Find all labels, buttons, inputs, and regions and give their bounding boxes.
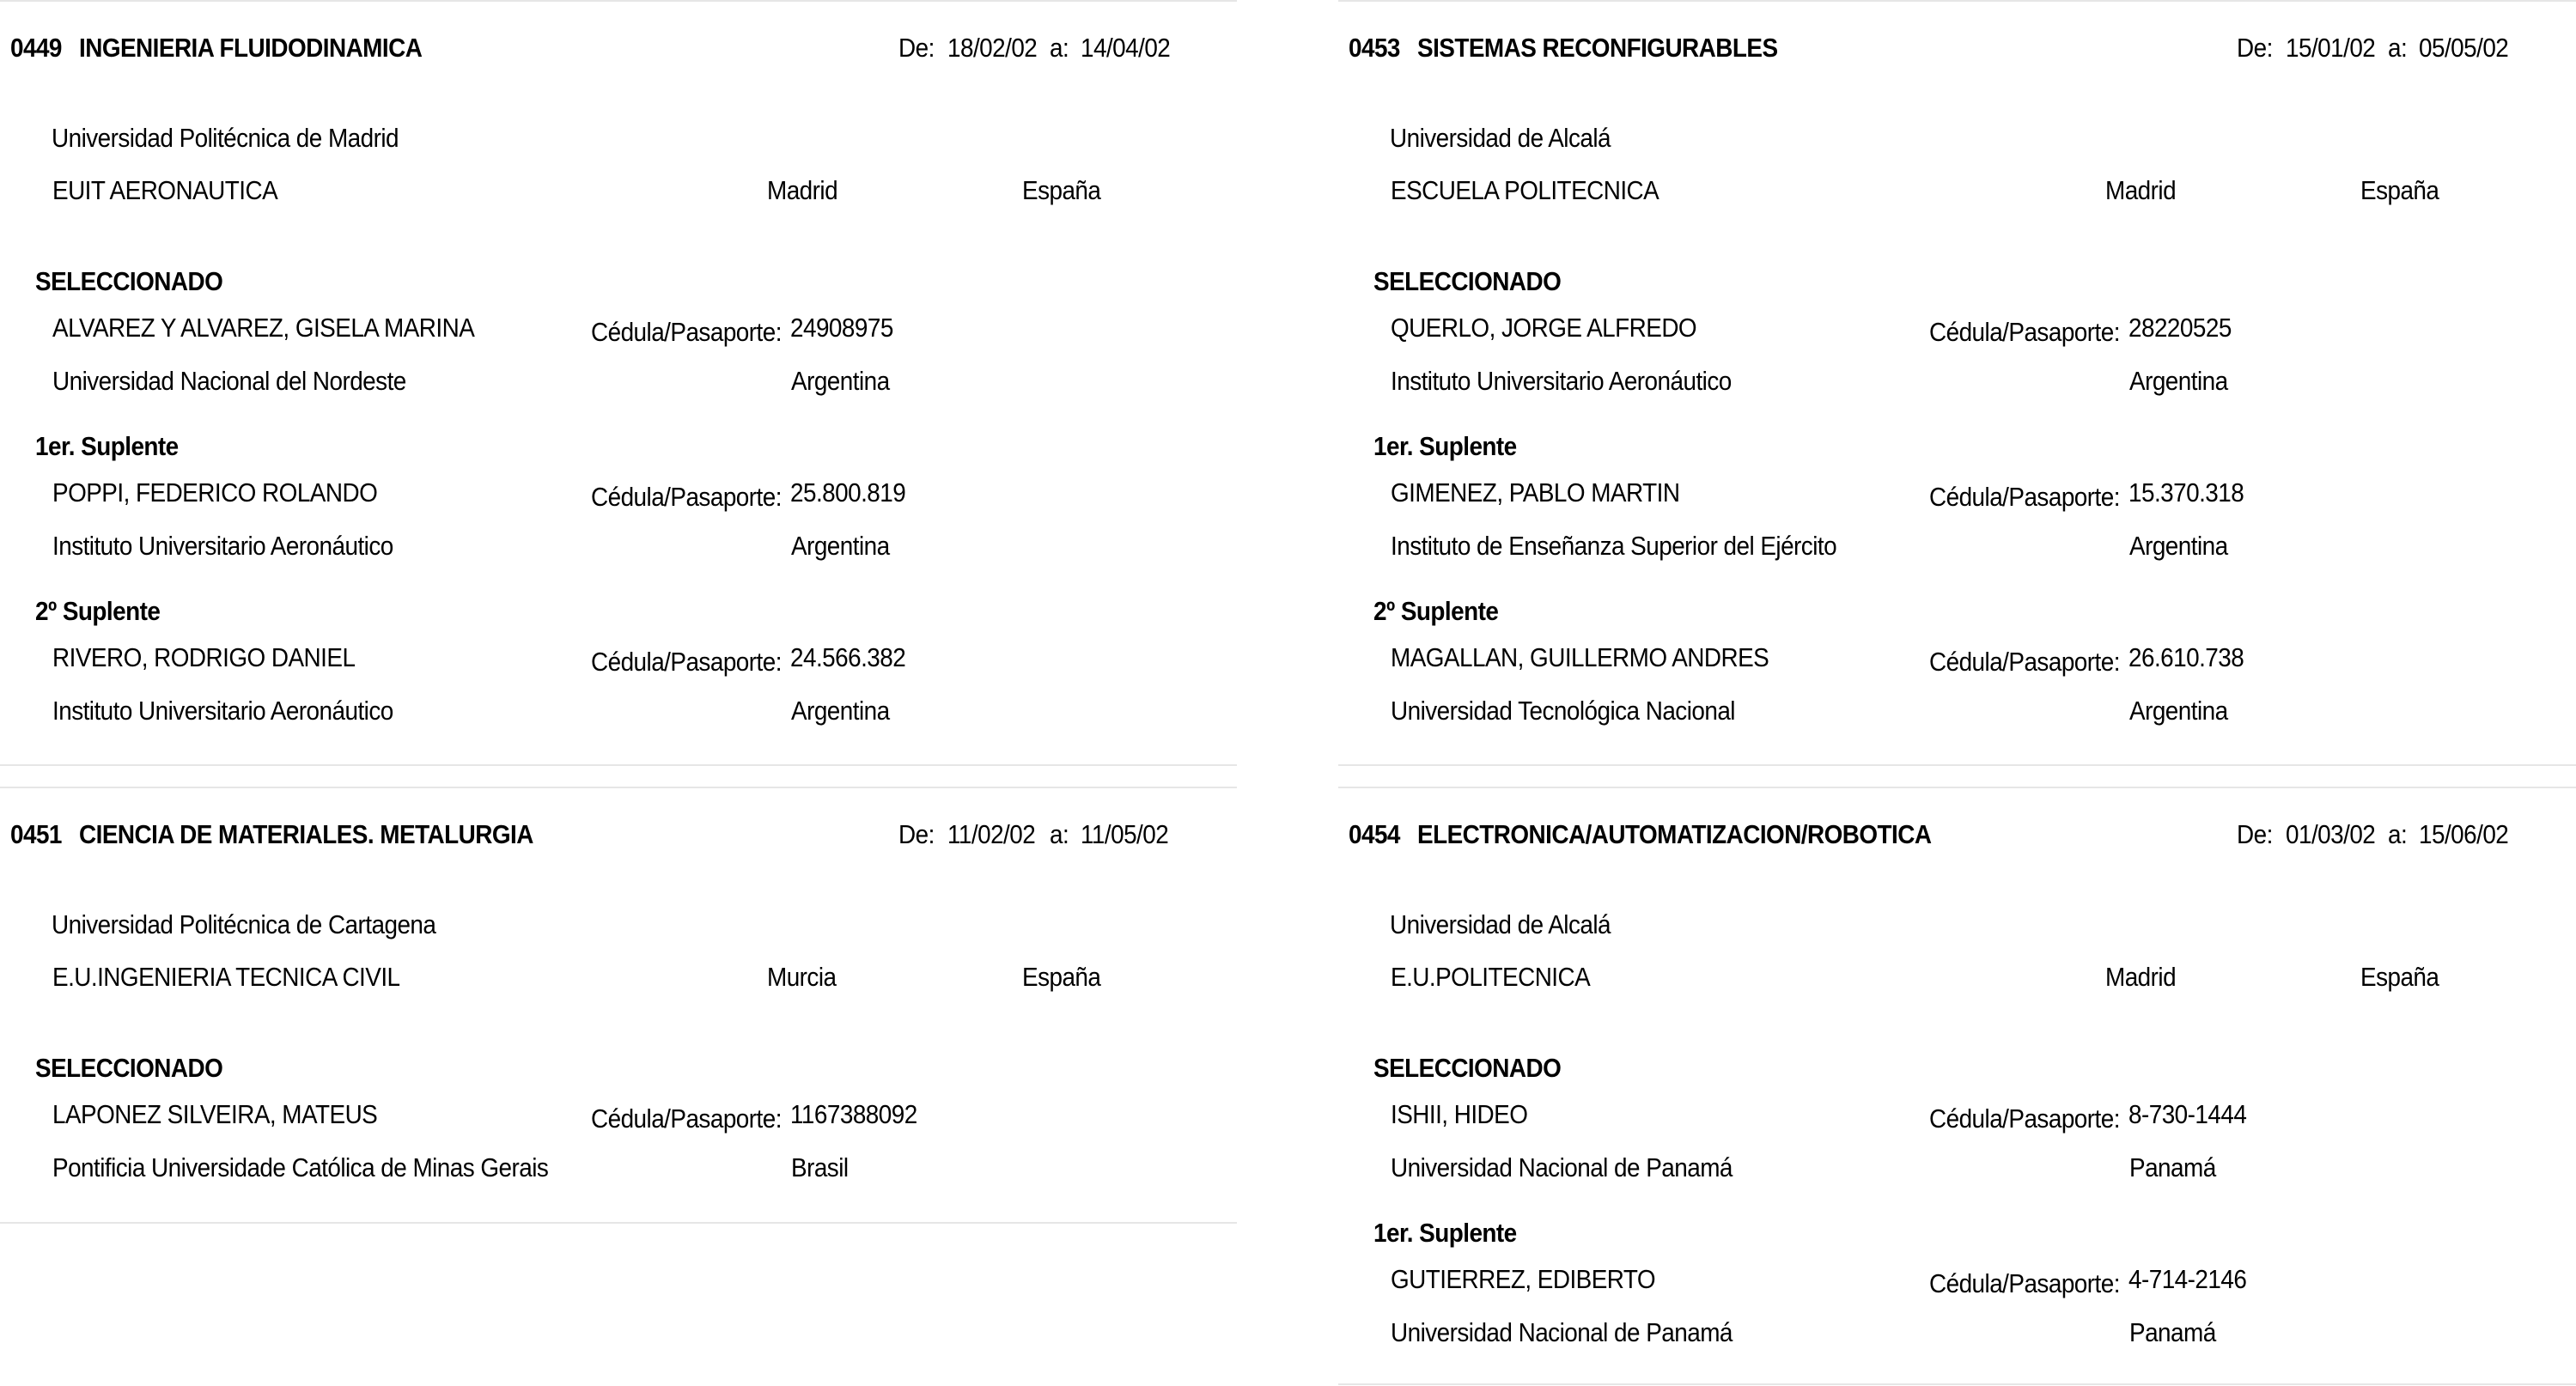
program-card-0449	[0, 0, 1237, 766]
date-to: 14/04/02	[1081, 33, 1171, 63]
person-institution: Universidad Nacional de Panamá	[1391, 1152, 1733, 1182]
date-to: 15/06/02	[2419, 819, 2509, 849]
program-card-0454	[1338, 787, 2576, 1386]
id-label: Cédula/Pasaporte:	[591, 647, 782, 677]
program-card-0451	[0, 787, 1237, 1225]
host-city: Madrid	[767, 175, 838, 205]
role-heading: 1er. Suplente	[35, 431, 179, 461]
host-country: España	[1022, 175, 1101, 205]
person-nationality: Argentina	[2129, 366, 2228, 396]
role-heading: 2º Suplente	[35, 596, 161, 626]
program-title: CIENCIA DE MATERIALES. METALURGIA	[79, 819, 533, 849]
id-label: Cédula/Pasaporte:	[1929, 317, 2120, 347]
card-top-divider	[0, 0, 1237, 2]
date-from-label: De:	[2237, 819, 2273, 849]
id-label: Cédula/Pasaporte:	[591, 482, 782, 512]
date-from-label: De:	[898, 819, 935, 849]
host-city: Madrid	[2105, 175, 2177, 205]
card-top-divider	[1338, 0, 2576, 2]
program-title: ELECTRONICA/AUTOMATIZACION/ROBOTICA	[1417, 819, 1932, 849]
program-code: 0453	[1349, 33, 1400, 63]
card-bottom-divider	[1338, 1383, 2576, 1385]
role-heading: 1er. Suplente	[1373, 1218, 1517, 1248]
id-label: Cédula/Pasaporte:	[1929, 1103, 2120, 1134]
program-title: INGENIERIA FLUIDODINAMICA	[79, 33, 423, 63]
role-heading: SELECCIONADO	[35, 1053, 223, 1083]
id-label: Cédula/Pasaporte:	[591, 317, 782, 347]
person-institution: Instituto Universitario Aeronáutico	[52, 531, 393, 561]
program-card-0453	[1338, 0, 2576, 766]
card-bottom-divider	[1338, 764, 2576, 766]
person-id: 8-730-1444	[2128, 1099, 2247, 1129]
id-label: Cédula/Pasaporte:	[591, 1103, 782, 1134]
card-bottom-divider	[0, 1222, 1237, 1224]
person-id: 15.370.318	[2128, 477, 2244, 508]
host-country: España	[2360, 175, 2439, 205]
person-name: LAPONEZ SILVEIRA, MATEUS	[52, 1099, 378, 1129]
person-id: 4-714-2146	[2128, 1264, 2247, 1294]
host-city: Murcia	[767, 962, 837, 992]
person-nationality: Brasil	[791, 1152, 849, 1182]
date-from: 15/01/02	[2286, 33, 2376, 63]
person-institution: Universidad Tecnológica Nacional	[1391, 696, 1735, 726]
date-from-label: De:	[898, 33, 935, 63]
host-country: España	[2360, 962, 2439, 992]
person-institution: Instituto Universitario Aeronáutico	[1391, 366, 1732, 396]
person-name: GIMENEZ, PABLO MARTIN	[1391, 477, 1680, 508]
person-id: 26.610.738	[2128, 642, 2244, 672]
date-from: 11/02/02	[947, 819, 1036, 849]
person-name: RIVERO, RODRIGO DANIEL	[52, 642, 356, 672]
host-country: España	[1022, 962, 1101, 992]
person-institution: Universidad Nacional del Nordeste	[52, 366, 406, 396]
person-id: 1167388092	[790, 1099, 917, 1129]
person-institution: Instituto Universitario Aeronáutico	[52, 696, 393, 726]
person-nationality: Argentina	[2129, 696, 2228, 726]
role-heading: SELECCIONADO	[1373, 1053, 1562, 1083]
card-top-divider	[1338, 787, 2576, 788]
date-to-label: a:	[2388, 33, 2408, 63]
person-name: MAGALLAN, GUILLERMO ANDRES	[1391, 642, 1769, 672]
person-institution: Universidad Nacional de Panamá	[1391, 1317, 1733, 1347]
person-name: GUTIERREZ, EDIBERTO	[1391, 1264, 1656, 1294]
id-label: Cédula/Pasaporte:	[1929, 647, 2120, 677]
host-school: E.U.INGENIERIA TECNICA CIVIL	[52, 962, 400, 992]
date-to: 11/05/02	[1081, 819, 1169, 849]
card-top-divider	[0, 787, 1237, 788]
host-school: EUIT AERONAUTICA	[52, 175, 278, 205]
role-heading: SELECCIONADO	[1373, 266, 1562, 296]
date-from: 01/03/02	[2286, 819, 2376, 849]
person-id: 24.566.382	[790, 642, 906, 672]
person-id: 24908975	[790, 313, 893, 343]
person-nationality: Argentina	[791, 696, 890, 726]
person-nationality: Argentina	[2129, 531, 2228, 561]
person-id: 28220525	[2128, 313, 2232, 343]
date-to-label: a:	[1050, 33, 1069, 63]
person-name: ALVAREZ Y ALVAREZ, GISELA MARINA	[52, 313, 475, 343]
id-label: Cédula/Pasaporte:	[1929, 1268, 2120, 1298]
person-institution: Pontificia Universidade Católica de Minas Gerais	[52, 1152, 549, 1182]
program-code: 0451	[10, 819, 62, 849]
host-school: ESCUELA POLITECNICA	[1391, 175, 1659, 205]
program-title: SISTEMAS RECONFIGURABLES	[1417, 33, 1778, 63]
role-heading: 1er. Suplente	[1373, 431, 1517, 461]
person-name: ISHII, HIDEO	[1391, 1099, 1528, 1129]
person-nationality: Panamá	[2129, 1152, 2216, 1182]
person-institution: Instituto de Enseñanza Superior del Ejército	[1391, 531, 1837, 561]
id-label: Cédula/Pasaporte:	[1929, 482, 2120, 512]
role-heading: SELECCIONADO	[35, 266, 223, 296]
host-university: Universidad de Alcalá	[1390, 909, 1611, 939]
host-university: Universidad de Alcalá	[1390, 123, 1611, 153]
host-university: Universidad Politécnica de Cartagena	[52, 909, 436, 939]
person-name: QUERLO, JORGE ALFREDO	[1391, 313, 1697, 343]
program-code: 0449	[10, 33, 62, 63]
card-bottom-divider	[0, 764, 1237, 766]
program-code: 0454	[1349, 819, 1400, 849]
person-nationality: Panamá	[2129, 1317, 2216, 1347]
person-nationality: Argentina	[791, 366, 890, 396]
role-heading: 2º Suplente	[1373, 596, 1499, 626]
date-from: 18/02/02	[947, 33, 1038, 63]
date-to-label: a:	[2388, 819, 2408, 849]
date-to-label: a:	[1050, 819, 1069, 849]
date-from-label: De:	[2237, 33, 2273, 63]
person-nationality: Argentina	[791, 531, 890, 561]
host-city: Madrid	[2105, 962, 2177, 992]
host-university: Universidad Politécnica de Madrid	[52, 123, 399, 153]
date-to: 05/05/02	[2419, 33, 2509, 63]
person-name: POPPI, FEDERICO ROLANDO	[52, 477, 378, 508]
host-school: E.U.POLITECNICA	[1391, 962, 1591, 992]
person-id: 25.800.819	[790, 477, 906, 508]
